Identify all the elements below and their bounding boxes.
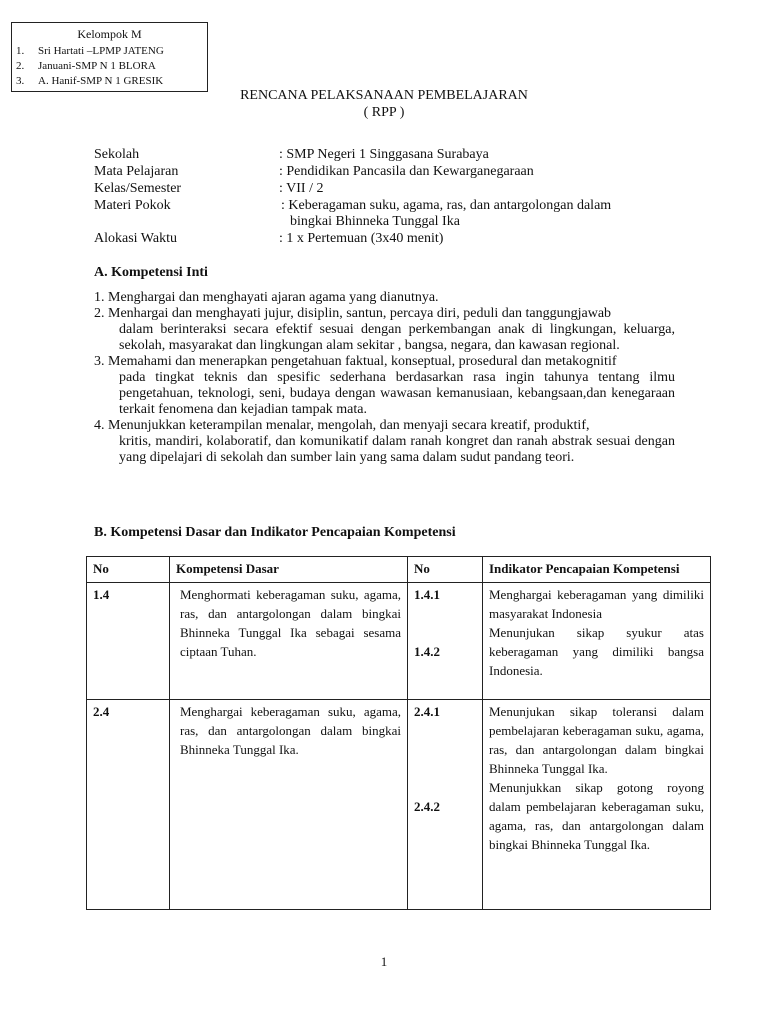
group-member — [16, 44, 164, 59]
table-row — [87, 583, 711, 700]
header-no-indicator: No — [408, 557, 483, 583]
document-subtitle: ( RPP ) — [363, 105, 405, 120]
row-no: 1.4 — [87, 583, 170, 700]
kelas-label: Kelas/Semester — [94, 181, 182, 196]
header-no: No — [87, 557, 170, 583]
materi-label: Materi Pokok — [94, 198, 171, 213]
table-row — [87, 700, 711, 910]
group-title: Kelompok M — [77, 27, 142, 41]
alokasi-label: Alokasi Waktu — [94, 231, 177, 246]
member-number: 3. — [16, 75, 25, 87]
indicator-number: 1.4.2 — [414, 644, 440, 659]
table-header-row — [87, 557, 711, 583]
materi-value: : Keberagaman suku, agama, ras, dan antargolongan dalam — [281, 198, 612, 213]
member-name: Sri Hartati –LPMP JATENG — [38, 45, 164, 57]
mapel-value: : Pendidikan Pancasila dan Kewarganegaraan — [279, 164, 534, 179]
header-indikator: Indikator Pencapaian Kompetensi — [483, 557, 711, 583]
group-members-box — [11, 22, 208, 92]
indicator-number: 1.4.1 — [414, 587, 440, 602]
member-name: Januani-SMP N 1 BLORA — [38, 60, 156, 72]
row-indicator-numbers — [408, 583, 483, 700]
alokasi-value: : 1 x Pertemuan (3x40 menit) — [279, 231, 444, 246]
kelas-value: : VII / 2 — [279, 181, 324, 196]
row-indicator-numbers — [408, 700, 483, 910]
ki-item-lead: 4. Menunjukkan keterampilan menalar, mengolah, dan menyaji secara kreatif, produktif, — [94, 418, 590, 433]
kompetensi-inti-list — [94, 290, 675, 466]
sekolah-value: : SMP Negeri 1 Singgasana Surabaya — [279, 147, 489, 162]
page-number: 1 — [380, 954, 388, 969]
ki-item — [94, 290, 675, 306]
indicator-number: 2.4.2 — [414, 799, 440, 814]
row-indicators — [483, 700, 711, 910]
row-indicators — [483, 583, 711, 700]
member-name: A. Hanif-SMP N 1 GRESIK — [38, 75, 164, 87]
ki-item-continuation: dalam berinteraksi secara efektif sesuai dengan perkembangan anak di lingkungan, keluarga, sekolah, masyarakat dan lingkungan alam sekitar , bangsa, negara, dan kawasan regional. — [119, 322, 675, 353]
ki-item — [94, 306, 675, 354]
indicator-text: Menunjukan sikap toleransi dalam pembelajaran keberagaman suku, agama, ras, dan antargolongan dalam bingkai Bhinneka Tunggal Ika. — [489, 704, 704, 776]
indicator-number: 2.4.1 — [414, 704, 440, 719]
mapel-label: Mata Pelajaran — [94, 164, 179, 179]
ki-item-lead: 3. Memahami dan menerapkan pengetahuan faktual, konseptual, prosedural dan metakognitif — [94, 354, 617, 369]
row-no: 2.4 — [87, 700, 170, 910]
indicator-text: Menunjukkan sikap gotong royong dalam pembelajaran keberagaman suku, agama, ras, dan antargolongan dalam bingkai Bhinneka Tunggal Ika. — [489, 780, 704, 852]
ki-item-continuation: pada tingkat teknis dan spesific sederhana berdasarkan rasa ingin tahunya tentang ilmu pengetahuan, teknologi, seni, budaya dengan wawasan kemanusiaan, kebangsaan,dan kenegaraan terkait fenomena dan kejadian tampak mata. — [119, 370, 675, 417]
section-b-heading: B. Kompetensi Dasar dan Indikator Pencapaian Kompetensi — [94, 525, 456, 540]
competency-table — [86, 556, 711, 910]
ki-item-continuation: kritis, mandiri, kolaboratif, dan komunikatif dalam ranah kongret dan ranah abstrak sesuai dengan yang dipelajari di sekolah dan sumber lain yang sama dalam sudut pandang teori. — [119, 434, 675, 465]
group-member — [16, 59, 156, 74]
member-number: 1. — [16, 45, 25, 57]
indicator-text: Menghargai keberagaman yang dimiliki masyarakat Indonesia — [489, 587, 704, 621]
section-a-heading: A. Kompetensi Inti — [94, 265, 208, 280]
ki-item — [94, 418, 675, 466]
document-title: RENCANA PELAKSANAAN PEMBELAJARAN — [240, 88, 528, 103]
ki-item-lead: 2. Menhargai dan menghayati jujur, disiplin, santun, percaya diri, peduli dan tanggungjawab — [94, 306, 612, 321]
member-number: 2. — [16, 60, 25, 72]
ki-item — [94, 354, 675, 418]
group-member — [16, 74, 163, 89]
row-kompetensi-dasar: Menghormati keberagaman suku, agama, ras, dan antargolongan dalam bingkai Bhinneka Tunggal Ika sebagai sesama ciptaan Tuhan. — [170, 583, 408, 700]
ki-item-lead: 1. Menghargai dan menghayati ajaran agama yang dianutnya. — [94, 290, 439, 305]
indicator-text: Menunjukan sikap syukur atas keberagaman yang dimiliki bangsa Indonesia. — [489, 625, 704, 678]
materi-value-continued: bingkai Bhinneka Tunggal Ika — [290, 214, 460, 229]
header-kompetensi-dasar: Kompetensi Dasar — [170, 557, 408, 583]
row-kompetensi-dasar: Menghargai keberagaman suku, agama, ras, dan antargolongan dalam bingkai Bhinneka Tunggal Ika. — [170, 700, 408, 910]
sekolah-label: Sekolah — [94, 147, 140, 162]
